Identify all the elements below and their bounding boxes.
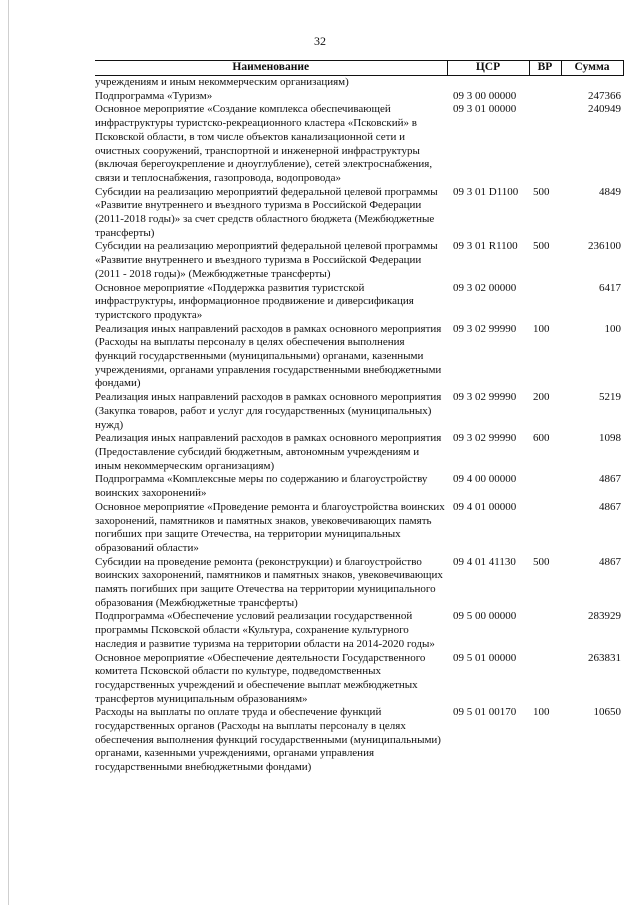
row-sum-cell: 4867 bbox=[599, 500, 621, 513]
row-csr-cell: 09 3 01 R1100 bbox=[453, 240, 518, 253]
row-csr-cell: 09 3 02 00000 bbox=[453, 281, 517, 294]
table-row bbox=[95, 501, 623, 556]
row-sum-cell: 6417 bbox=[599, 281, 621, 294]
table-row bbox=[95, 240, 623, 281]
table-row bbox=[95, 473, 623, 500]
row-name-cell: Субсидии на реализацию мероприятий федеральной целевой программы «Развитие внутреннего и въездного туризма в Российской Федерации (2011-2018 годы)» за счет средств областного бюджета (Межбюджетные трансферты) bbox=[95, 185, 438, 239]
row-name-cell: Подпрограмма «Комплексные меры по содержанию и благоустройству воинских захоронений» bbox=[95, 473, 428, 500]
header-sum: Сумма bbox=[561, 61, 623, 76]
row-sum-cell: 100 bbox=[604, 322, 621, 335]
table-header-row bbox=[95, 61, 623, 76]
table-body bbox=[95, 76, 623, 775]
row-vr-cell: 500 bbox=[533, 555, 550, 568]
row-csr-cell: 09 4 01 00000 bbox=[453, 500, 517, 513]
row-vr-cell: 500 bbox=[533, 240, 550, 253]
row-name-cell: Основное мероприятие «Проведение ремонта и благоустройства воинских захоронений, памятников и памятных знаков, увековечивающих память погибших при защите Отечества, на территории муниципальных образований области» bbox=[95, 500, 445, 554]
table-row bbox=[95, 391, 623, 432]
row-sum-cell: 4849 bbox=[599, 185, 621, 198]
row-vr-cell bbox=[529, 652, 561, 707]
table-row bbox=[95, 652, 623, 707]
row-vr-cell bbox=[529, 90, 561, 104]
row-sum-cell: 4867 bbox=[599, 473, 621, 486]
header-csr: ЦСР bbox=[447, 61, 529, 76]
row-vr-cell bbox=[529, 282, 561, 323]
page-number: 32 bbox=[314, 34, 326, 48]
row-vr-cell: 600 bbox=[533, 432, 550, 445]
row-csr-cell: 09 3 01 00000 bbox=[453, 103, 517, 116]
row-csr-cell: 09 3 02 99990 bbox=[453, 391, 517, 404]
row-vr-cell bbox=[529, 610, 561, 651]
table-row bbox=[95, 706, 623, 775]
row-csr-cell: 09 5 01 00000 bbox=[453, 651, 517, 664]
table-row bbox=[95, 432, 623, 473]
row-sum-cell: 283929 bbox=[588, 610, 621, 623]
row-csr-cell: 09 4 01 41130 bbox=[453, 555, 516, 568]
row-vr-cell: 500 bbox=[533, 185, 550, 198]
row-csr-cell: 09 5 01 00170 bbox=[453, 706, 517, 719]
table-row bbox=[95, 323, 623, 392]
row-csr-cell bbox=[447, 76, 529, 90]
row-csr-cell: 09 3 01 D1100 bbox=[453, 185, 519, 198]
row-csr-cell: 09 3 02 99990 bbox=[453, 432, 517, 445]
row-vr-cell bbox=[529, 103, 561, 185]
row-sum-cell: 240949 bbox=[588, 103, 621, 116]
table-row bbox=[95, 103, 623, 185]
row-name-cell: учреждениям и иным некоммерческим организациям) bbox=[95, 76, 349, 88]
row-name-cell: Реализация иных направлений расходов в рамках основного мероприятия (Расходы на выплаты персоналу в целях обеспечения выполнения функций государственными (муниципальными) органами, казенными учреждениями, органами управления государственными внебюджетными фондами) bbox=[95, 322, 442, 390]
row-sum-cell: 1098 bbox=[599, 432, 621, 445]
row-sum-cell bbox=[561, 76, 623, 90]
row-vr-cell: 100 bbox=[533, 322, 550, 335]
row-name-cell: Подпрограмма «Туризм» bbox=[95, 89, 213, 102]
page-binding-edge bbox=[8, 0, 9, 905]
row-name-cell: Основное мероприятие «Создание комплекса обеспечивающей инфраструктуры туристско-рекреационного кластера «Псковский» в Псковской области, в том числе объектов канализационной сети и очистных сооружений, транспортной и инженерной инфраструктуры (включая берегоукрепление и дноуглубление), сетей электроснабжения, связи и теплоснабжения, газопровода, водопровода» bbox=[95, 103, 433, 184]
row-name-cell: Основное мероприятие «Поддержка развития туристской инфраструктуры, информационное продвижение и диверсификация туристского продукта» bbox=[95, 281, 414, 321]
row-name-cell: Субсидии на реализацию мероприятий федеральной целевой программы «Развитие внутреннего и въездного туризма в Российской Федерации (2011 - 2018 годы)» (Межбюджетные трансферты) bbox=[95, 240, 438, 280]
header-vr: ВР bbox=[529, 61, 561, 76]
row-csr-cell: 09 4 00 00000 bbox=[453, 473, 517, 486]
row-name-cell: Основное мероприятие «Обеспечение деятельности Государственного комитета Псковской области по культуре, подведомственных государственных учреждений и обеспечение выплат межбюджетных трансфертов муниципальным образованиям» bbox=[95, 651, 426, 705]
row-sum-cell: 4867 bbox=[599, 555, 621, 568]
row-name-cell: Расходы на выплаты по оплате труда и обеспечение функций государственных органов (Расходы на выплаты персоналу в целях обеспечения выполнения функций государственными (муниципальными) органами, казенными учреждениями, органами управления государственными внебюджетными фондами) bbox=[95, 706, 441, 774]
row-name-cell: Реализация иных направлений расходов в рамках основного мероприятия (Предоставление субсидий бюджетным, автономным учреждениям и иным некоммерческим организациям) bbox=[95, 432, 442, 472]
header-name: Наименование bbox=[95, 61, 447, 76]
row-sum-cell: 263831 bbox=[588, 651, 621, 664]
row-name-cell: Реализация иных направлений расходов в рамках основного мероприятия (Закупка товаров, работ и услуг для государственных (муниципальных) нужд) bbox=[95, 391, 442, 431]
table-row bbox=[95, 186, 623, 241]
row-csr-cell: 09 3 02 99990 bbox=[453, 322, 517, 335]
row-vr-cell bbox=[529, 501, 561, 556]
table-row bbox=[95, 76, 623, 90]
row-sum-cell: 5219 bbox=[599, 391, 621, 404]
row-vr-cell bbox=[529, 76, 561, 90]
row-csr-cell: 09 3 00 00000 bbox=[453, 89, 517, 102]
row-sum-cell: 10650 bbox=[593, 706, 621, 719]
row-sum-cell: 236100 bbox=[588, 240, 621, 253]
row-sum-cell: 247366 bbox=[588, 89, 621, 102]
row-vr-cell: 200 bbox=[533, 391, 550, 404]
row-name-cell: Субсидии на проведение ремонта (реконструкции) и благоустройство воинских захоронений, памятников и памятных знаков, увековечивающих память погибших при защите Отечества на территории муниципального образования (Межбюджетные трансферты) bbox=[95, 555, 443, 609]
row-csr-cell: 09 5 00 00000 bbox=[453, 610, 517, 623]
table-row bbox=[95, 556, 623, 611]
row-vr-cell: 100 bbox=[533, 706, 550, 719]
budget-table bbox=[95, 60, 624, 775]
table-row bbox=[95, 90, 623, 104]
table-row bbox=[95, 282, 623, 323]
row-name-cell: Подпрограмма «Обеспечение условий реализации государственной программы Псковской области «Культура, сохранение культурного наследия и развитие туризма на территории области на 2014-2020 годы» bbox=[95, 610, 435, 650]
row-vr-cell bbox=[529, 473, 561, 500]
table-row bbox=[95, 610, 623, 651]
